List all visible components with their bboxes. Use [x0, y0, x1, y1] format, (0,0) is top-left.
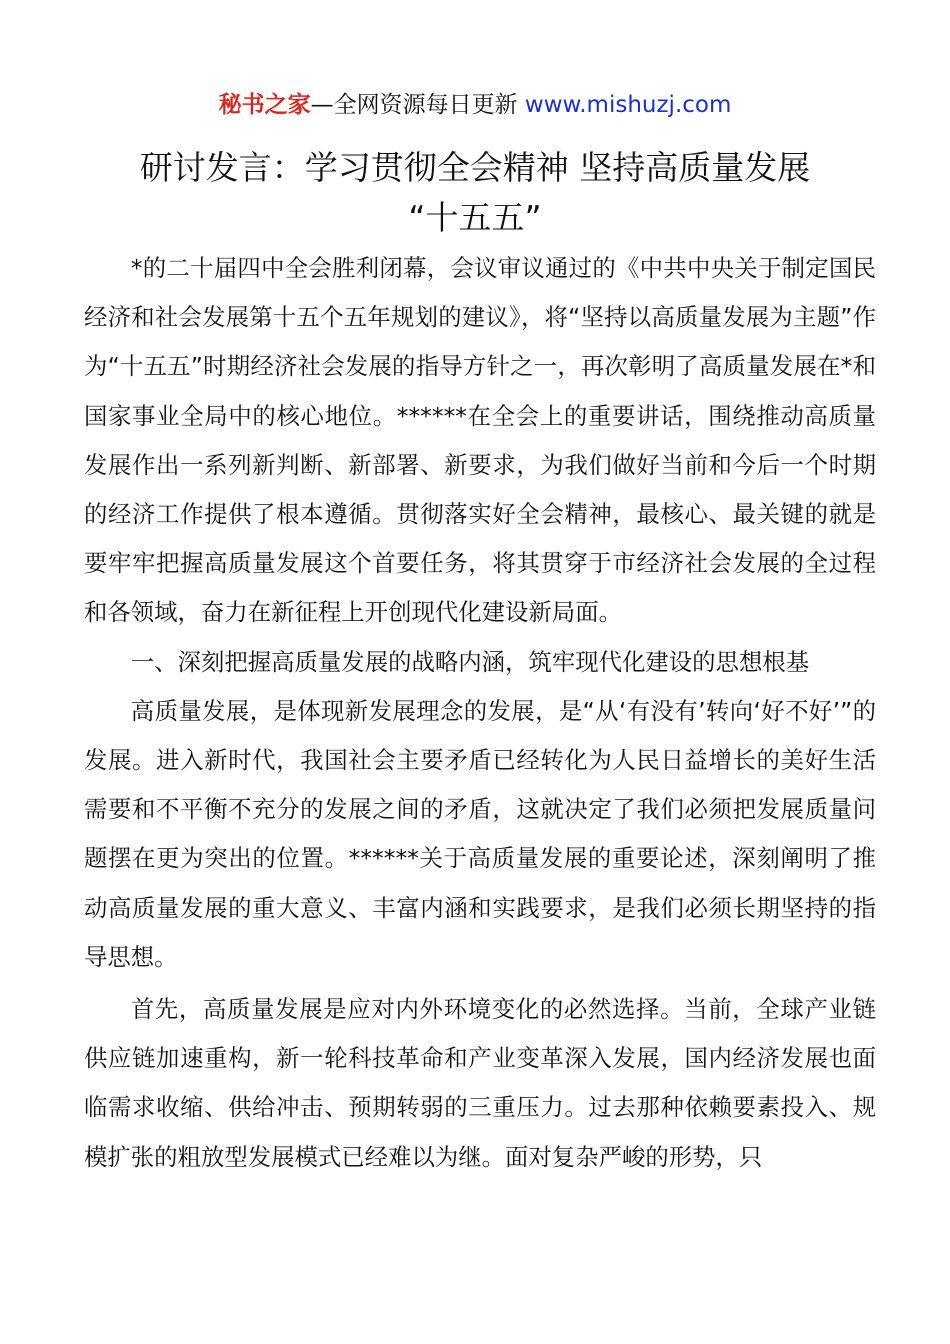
paragraph-first-point: 首先，高质量发展是应对内外环境变化的必然选择。当前，全球产业链供应链加速重构，新一轮科技革命和产业变革深入发展，国内经济发展也面临需求收缩、供给冲击、预期转弱的三重压力。过去那种依赖要素投入、规模扩张的粗放型发展模式已经难以为继。面对复杂严峻的形势，只 [84, 995, 876, 1171]
document-body [84, 244, 876, 1182]
site-url-link[interactable]: www.mishuzj.com [524, 92, 732, 118]
paragraph-quality-development: 高质量发展，是体现新发展理念的发展，是“从‘有没有’转向‘好不好’”的发展。进入新时代，我国社会主要矛盾已经转化为人民日益增长的美好生活需要和不平衡不充分的发展之间的矛盾，这就决定了我们必须把发展质量问题摆在更为突出的位置。******关于高质量发展的重要论述，深刻阐明了推动高质量发展的重大意义、丰富内涵和实践要求，是我们必须长期坚持的指导思想。 [84, 696, 876, 971]
site-header [0, 88, 950, 122]
site-tagline: —全网资源每日更新 [310, 92, 525, 118]
document-title-line-2: “十五五” [408, 198, 542, 237]
section-heading-1: 一、深刻把握高质量发展的战略内涵，筑牢现代化建设的思想根基 [130, 647, 810, 676]
site-brand: 秘书之家 [218, 92, 311, 118]
document-title-line-1: 研讨发言：学习贯彻全会精神 坚持高质量发展 [139, 148, 811, 187]
paragraph-intro: *的二十届四中全会胜利闭幕，会议审议通过的《中共中央关于制定国民经济和社会发展第十五个五年规划的建议》，将“坚持以高质量发展为主题”作为“十五五”时期经济社会发展的指导方针之一，再次彰明了高质量发展在*和国家事业全局中的核心地位。******在全会上的重要讲话，围绕推动高质量发展作出一系列新判断、新部署、新要求，为我们做好当前和今后一个时期的经济工作提供了根本遵循。贯彻落实好全会精神，最核心、最关键的就是要牢牢把握高质量发展这个首要任务，将其贯穿于市经济社会发展的全过程和各领域，奋力在新征程上开创现代化建设新局面。 [84, 254, 876, 627]
